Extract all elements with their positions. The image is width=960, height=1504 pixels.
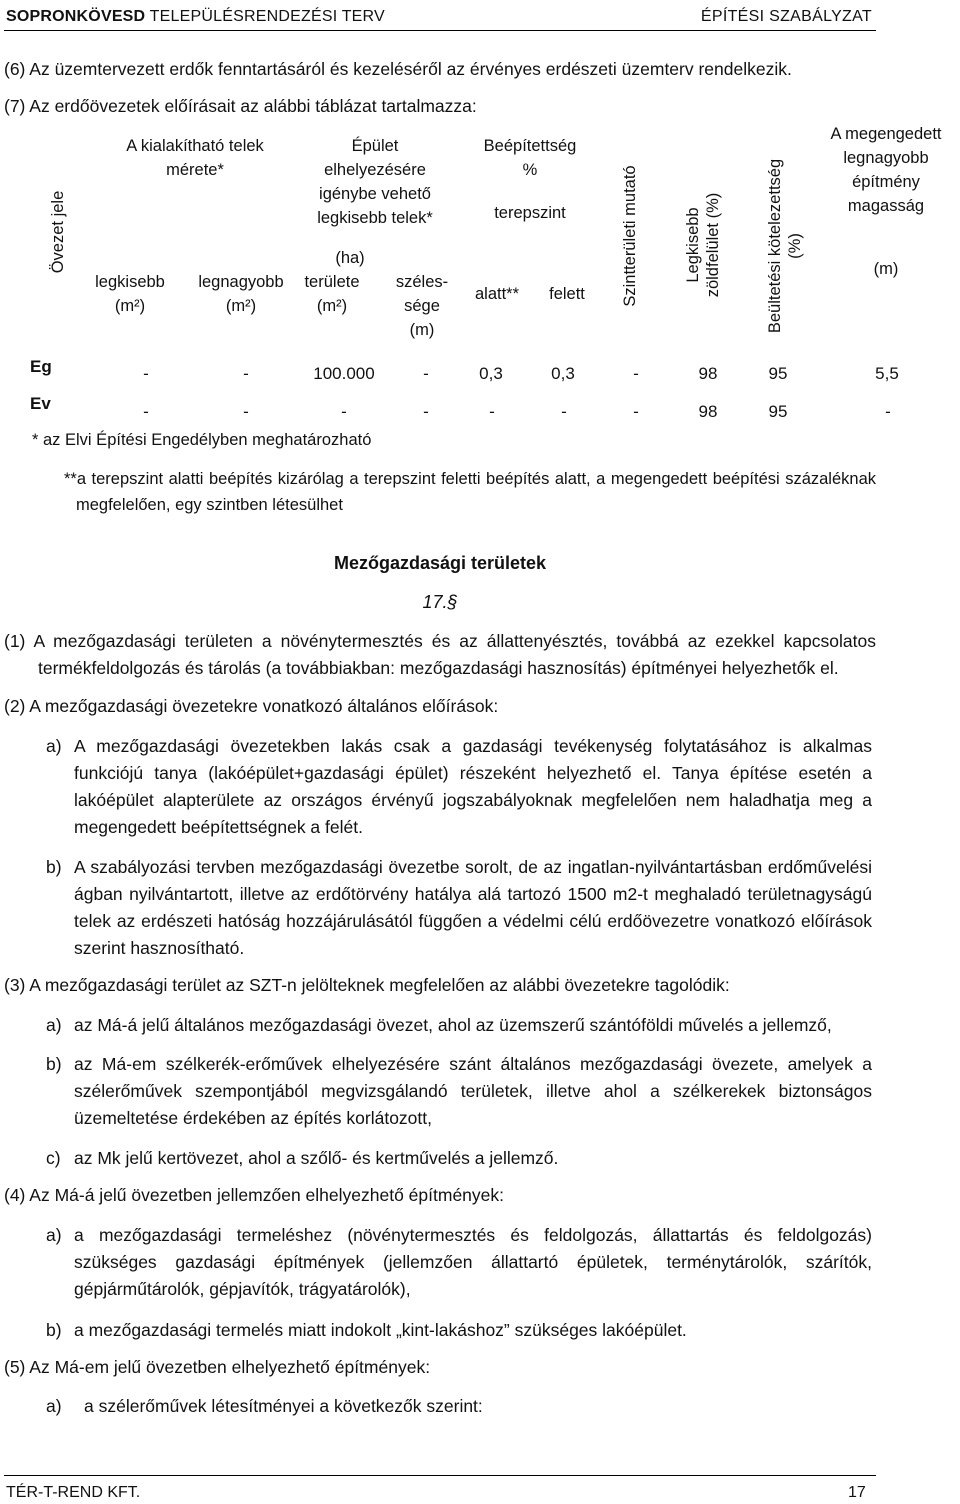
table-cell: - bbox=[341, 402, 347, 421]
list-item: az Má-á jelű általános mezőgazdasági övezet, ahol az üzemszerű szántóföldi művelés a jellemző, bbox=[74, 1015, 832, 1035]
table-cell: 100.000 bbox=[313, 364, 375, 383]
header-zone: Övezet jele bbox=[49, 190, 67, 274]
list-item: az Mk jelű kertövezet, ahol a szőlő- és kertművelés a jellemző. bbox=[74, 1148, 559, 1168]
table-cell: 0,3 bbox=[479, 364, 503, 383]
row-zone-label: Ev bbox=[30, 394, 51, 413]
row-zone-label: Eg bbox=[30, 357, 52, 376]
table-row bbox=[0, 401, 960, 423]
table-cell: - bbox=[143, 364, 149, 383]
footnote-1: * az Elvi Építési Engedélyben meghatározható bbox=[32, 431, 372, 449]
list-item: a szélerőművek létesítményei a következők szerint: bbox=[84, 1396, 483, 1416]
paragraph-7: (7) Az erdőövezetek előírásait az alábbi táblázat tartalmazza: bbox=[4, 96, 477, 116]
header-green-area: Legkisebb zöldfelület (%) bbox=[684, 192, 722, 298]
page-number: 17 bbox=[848, 1484, 866, 1501]
list-label: a) bbox=[46, 1396, 62, 1416]
table-cell: - bbox=[561, 402, 567, 421]
section-name: ÉPÍTÉSI SZABÁLYZAT bbox=[700, 8, 872, 25]
table-cell: 95 bbox=[768, 402, 788, 421]
header-plot-max: legnagyobb (m²) bbox=[198, 273, 284, 315]
table-cell: 98 bbox=[698, 364, 718, 383]
header-planting: Beültetési kötelezettség (%) bbox=[766, 158, 804, 334]
table-cell: 5,5 bbox=[875, 364, 899, 383]
paragraph-2: (2) A mezőgazdasági övezetekre vonatkozó általános előírások: bbox=[4, 696, 499, 716]
section-number: 17.§ bbox=[422, 592, 458, 612]
table-cell: - bbox=[423, 364, 429, 383]
header-building-unit: (ha) bbox=[335, 249, 365, 267]
list-item: A szabályozási tervben mezőgazdasági övezetbe sorolt, de az ingatlan-nyilvántartásban erdőművelési ágban nyilvántartott, illetve az erdőtörvény hatálya alá tartozó 1500 m2-t meghaladó területnagyságú telek az erdészeti hatóság hozzájárulásától függően a védelmi célú erdőövezetre vonatkozó előírások szerint hasznosítható. bbox=[74, 857, 872, 958]
list-label: a) bbox=[46, 1225, 62, 1245]
header-height: A megengedett legnagyobb építmény magasság bbox=[830, 125, 942, 215]
municipality-name: SOPRONKÖVESD bbox=[6, 8, 146, 25]
table-cell: - bbox=[489, 402, 495, 421]
paragraph-6: (6) Az üzemtervezett erdők fenntartásáról és kezeléséről az érvényes erdészeti üzemterv rendelkezik. bbox=[4, 59, 792, 79]
header-width: széles- sége (m) bbox=[395, 273, 449, 339]
table-cell: - bbox=[633, 364, 639, 383]
table-cell: 95 bbox=[768, 364, 788, 383]
header-building: Épület elhelyezésére igénybe vehető legkisebb telek* bbox=[317, 137, 433, 227]
list-item: a mezőgazdasági termelés miatt indokolt „kint-lakáshoz” szükséges lakóépület. bbox=[74, 1320, 687, 1340]
header-coverage: Beépítettség % bbox=[483, 137, 577, 179]
list-label: a) bbox=[46, 1015, 62, 1035]
table-cell: - bbox=[885, 402, 891, 421]
plan-name: TELEPÜLÉSRENDEZÉSI TERV bbox=[145, 8, 385, 25]
list-label: c) bbox=[46, 1148, 61, 1168]
header-above: felett bbox=[549, 285, 585, 303]
list-label: b) bbox=[46, 857, 62, 877]
list-item: a mezőgazdasági termeléshez (növénytermesztés és feldolgozás, állattartás és feldolgozás) szükséges gazdasági építmények (jellemzően állattartó épületek, terménytárolók, szárítók, gépjárműtárolók, gépjavítók, trágyatárolók), bbox=[74, 1225, 872, 1299]
footer-divider bbox=[4, 1475, 876, 1476]
paragraph-3: (3) A mezőgazdasági terület az SZT-n jelölteknek megfelelően az alábbi övezetekre tagolódik: bbox=[4, 975, 730, 995]
header-plot-size: A kialakítható telek mérete* bbox=[126, 137, 264, 179]
header-area: területe (m²) bbox=[304, 273, 360, 315]
section-title: Mezőgazdasági területek bbox=[333, 553, 547, 573]
paragraph-1: (1) A mezőgazdasági területen a növénytermesztés és az állattenyésztés, továbbá az ezekkel kapcsolatos termékfeldolgozás és tárolás (a továbbiakban: mezőgazdasági hasznosítás) építményei helyezhetők el. bbox=[4, 631, 876, 678]
paragraph-5: (5) Az Má-em jelű övezetben elhelyezhető építmények: bbox=[4, 1357, 431, 1377]
header-terrain: terepszint bbox=[494, 204, 566, 222]
list-label: a) bbox=[46, 736, 62, 756]
header-height-unit: (m) bbox=[873, 260, 899, 278]
footer-company: TÉR-T-REND KFT. bbox=[6, 1484, 141, 1501]
table-row bbox=[0, 363, 960, 385]
table-cell: - bbox=[243, 402, 249, 421]
table-cell: 98 bbox=[698, 402, 718, 421]
list-label: b) bbox=[46, 1054, 62, 1074]
header-floor-index: Szintterületi mutató bbox=[621, 165, 639, 307]
table-cell: 0,3 bbox=[551, 364, 575, 383]
list-label: b) bbox=[46, 1320, 62, 1340]
table-cell: - bbox=[423, 402, 429, 421]
list-item: az Má-em szélkerék-erőművek elhelyezésére szánt általános mezőgazdasági övezete, amelyek a szélerőművek szempontjából megvizsgálandó területek, illetve ahol a szélkerekek biztonságos üzemeltetése érdekében az építés korlátozott, bbox=[74, 1054, 872, 1128]
table-cell: - bbox=[143, 402, 149, 421]
document-title bbox=[6, 8, 385, 26]
footnote-2: **a terepszint alatti beépítés kizárólag a terepszint feletti beépítés alatt, a megengedett beépítési százaléknak megfelelően, egy szintben létesülhet bbox=[64, 470, 876, 514]
header-plot-min: legkisebb (m²) bbox=[95, 273, 165, 315]
table-cell: - bbox=[243, 364, 249, 383]
table-cell: - bbox=[633, 402, 639, 421]
paragraph-4: (4) Az Má-á jelű övezetben jellemzően elhelyezhető építmények: bbox=[4, 1185, 504, 1205]
page-header bbox=[4, 4, 876, 31]
list-item: A mezőgazdasági övezetekben lakás csak a gazdasági tevékenység folytatásához is alkalmas funkciójú tanya (lakóépület+gazdasági épület) részeként helyezhető el. Tanya építése esetén a lakóépület alapterülete az országos érvényű jogszabályoknak megfelelően nem haladhatja meg a megengedett beépítettségnek a felét. bbox=[74, 736, 872, 837]
header-below: alatt** bbox=[474, 285, 520, 303]
